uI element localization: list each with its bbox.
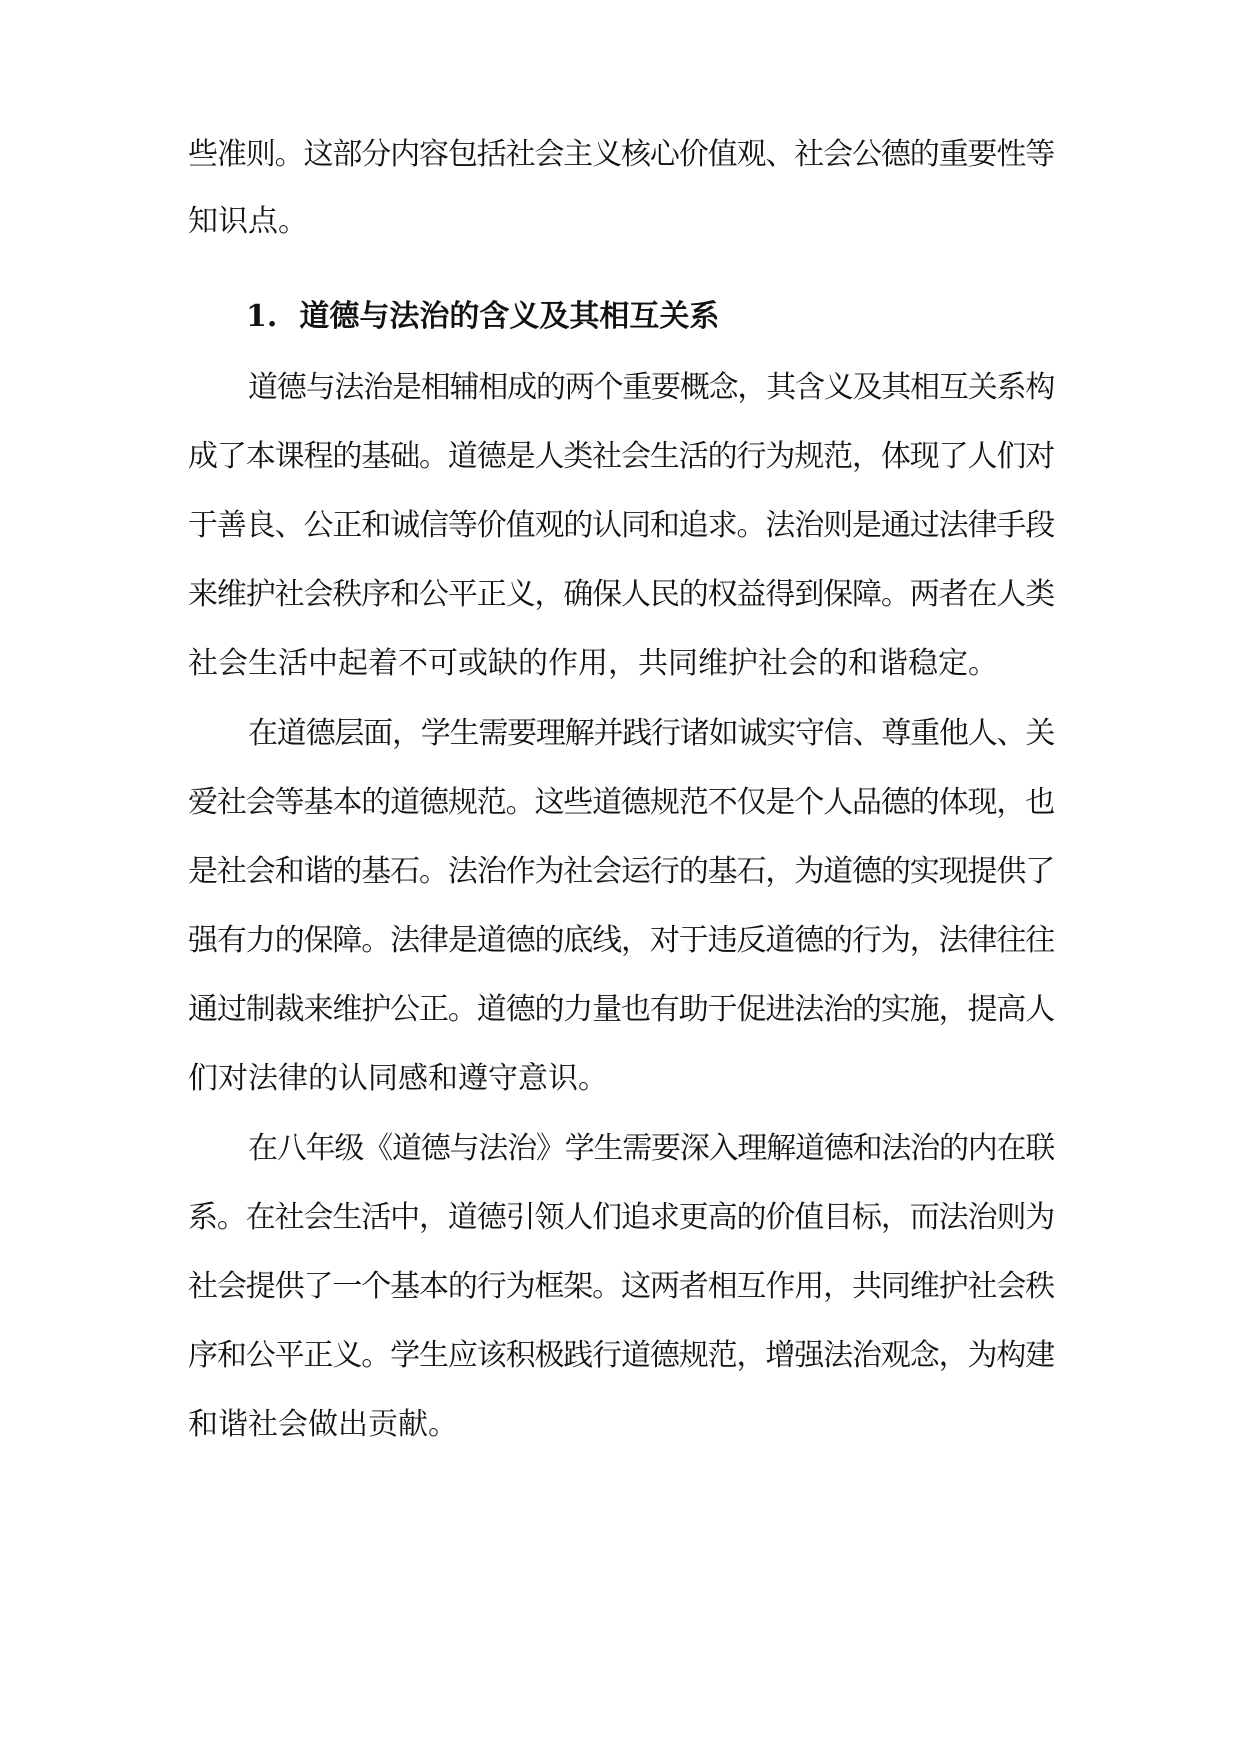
paragraph-line: 系。在社会生活中，道德引领人们追求更高的价值目标，而法治则为 — [188, 1200, 1054, 1235]
paragraph-line: 成了本课程的基础。道德是人类社会生活的行为规范，体现了人们对 — [188, 439, 1054, 474]
paragraph-line: 社会提供了一个基本的行为框架。这两者相互作用，共同维护社会秩 — [188, 1269, 1054, 1304]
paragraph-line: 社会生活中起着不可或缺的作用，共同维护社会的和谐稳定。 — [188, 646, 998, 681]
paragraph-line: 在八年级《道德与法治》学生需要深入理解道德和法治的内在联 — [248, 1131, 1054, 1166]
section-number: 1. — [246, 299, 278, 334]
paragraph-line: 来维护社会秩序和公平正义，确保人民的权益得到保障。两者在人类 — [188, 577, 1054, 612]
paragraph-line: 和谐社会做出贡献。 — [188, 1407, 458, 1442]
paragraph-line: 爱社会等基本的道德规范。这些道德规范不仅是个人品德的体现，也 — [188, 785, 1054, 820]
paragraph-line: 道德与法治是相辅相成的两个重要概念，其含义及其相互关系构 — [248, 370, 1054, 405]
paragraph-line: 于善良、公正和诚信等价值观的认同和追求。法治则是通过法律手段 — [188, 508, 1054, 543]
intro-line: 些准则。这部分内容包括社会主义核心价值观、社会公德的重要性等 — [188, 137, 1054, 172]
paragraph-line: 强有力的保障。法律是道德的底线，对于违反道德的行为，法律往往 — [188, 923, 1054, 958]
intro-line: 知识点。 — [188, 204, 308, 239]
paragraph-line: 在道德层面，学生需要理解并践行诸如诚实守信、尊重他人、关 — [248, 716, 1054, 751]
section-heading — [246, 297, 719, 337]
paragraph-line: 通过制裁来维护公正。道德的力量也有助于促进法治的实施，提高人 — [188, 992, 1054, 1027]
paragraph-line: 序和公平正义。学生应该积极践行道德规范，增强法治观念，为构建 — [188, 1338, 1054, 1373]
paragraph-line: 们对法律的认同感和遵守意识。 — [188, 1061, 608, 1096]
section-title: 道德与法治的含义及其相互关系 — [299, 299, 720, 334]
paragraph-line: 是社会和谐的基石。法治作为社会运行的基石，为道德的实现提供了 — [188, 854, 1054, 889]
